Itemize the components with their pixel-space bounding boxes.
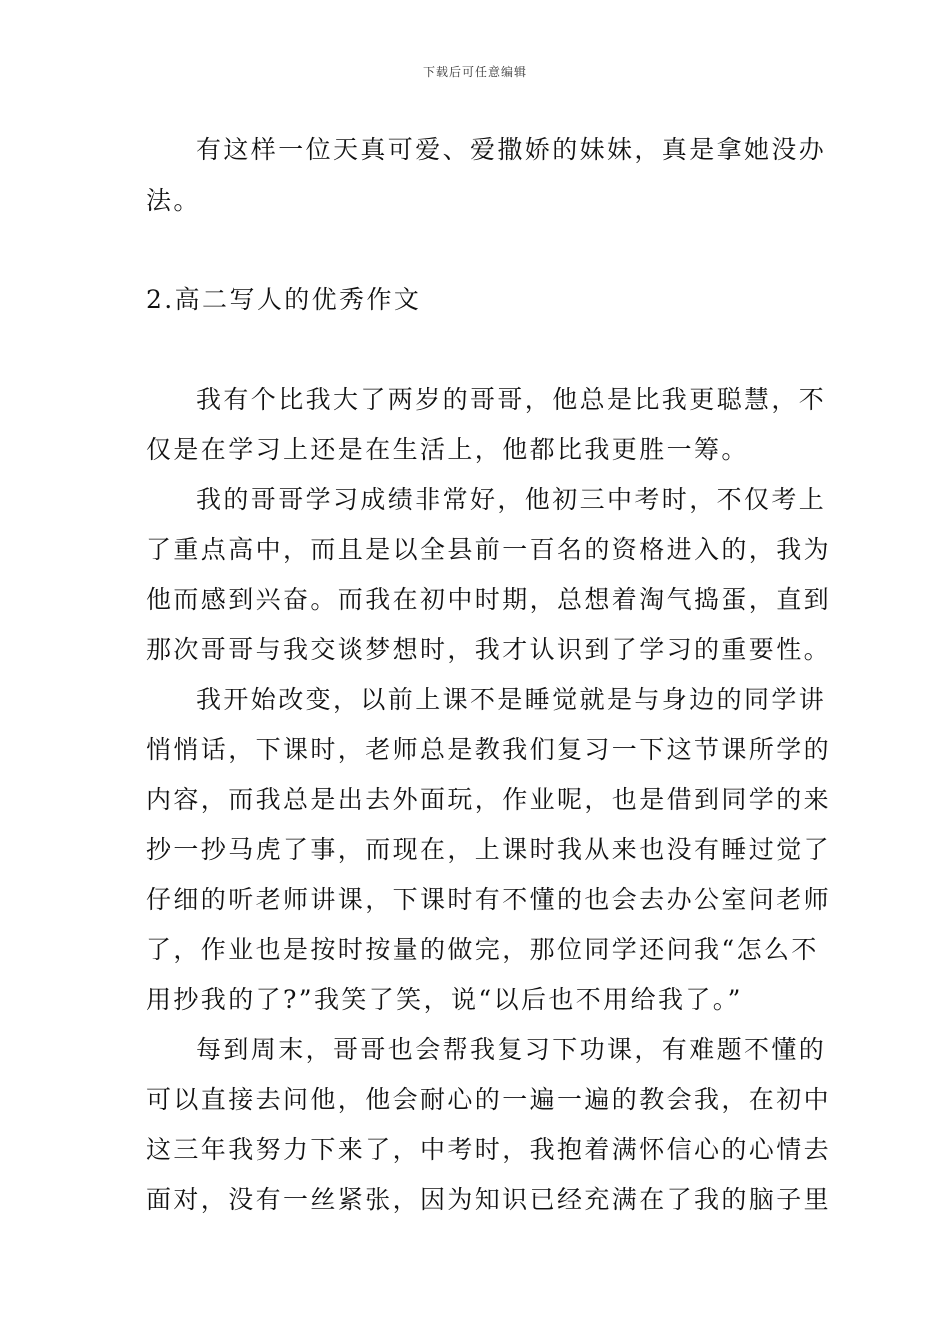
section-heading: 2.高二写人的优秀作文 [146,285,422,314]
text-line: 悄悄话，下课时，老师总是教我们复习一下这节课所学的 [146,735,832,764]
text-line: 法。 [146,186,201,215]
text-line: 我开始改变，以前上课不是睡觉就是与身边的同学讲 [196,685,827,714]
text-line: 用抄我的了?”我笑了笑，说“以后也不用给我了。” [146,985,743,1014]
text-line: 有这样一位天真可爱、爱撒娇的妹妹，真是拿她没办 [196,135,827,164]
text-line: 了重点高中，而且是以全县前一百名的资格进入的，我为 [146,535,832,564]
text-line: 那次哥哥与我交谈梦想时，我才认识到了学习的重要性。 [146,635,832,664]
text-line: 抄一抄马虎了事，而现在，上课时我从来也没有睡过觉了 [146,835,832,864]
text-line: 仔细的听老师讲课，下课时有不懂的也会去办公室问老师 [146,885,832,914]
text-line: 面对，没有一丝紧张，因为知识已经充满在了我的脑子里 [146,1185,832,1214]
page-header: 下载后可任意编辑 [422,65,527,79]
text-line: 每到周末，哥哥也会帮我复习下功课，有难题不懂的 [196,1035,827,1064]
text-line: 内容，而我总是出去外面玩，作业呢，也是借到同学的来 [146,785,832,814]
text-line: 这三年我努力下来了，中考时，我抱着满怀信心的心情去 [146,1135,832,1164]
text-line: 仅是在学习上还是在生活上，他都比我更胜一筹。 [146,435,749,464]
text-line: 可以直接去问他，他会耐心的一遍一遍的教会我，在初中 [146,1085,832,1114]
text-line: 我的哥哥学习成绩非常好，他初三中考时，不仅考上 [196,485,827,514]
text-line: 了，作业也是按时按量的做完，那位同学还问我“怎么不 [146,935,819,964]
text-line: 我有个比我大了两岁的哥哥，他总是比我更聪慧，不 [196,385,827,414]
text-line: 他而感到兴奋。而我在初中时期，总想着淘气捣蛋，直到 [146,585,832,614]
